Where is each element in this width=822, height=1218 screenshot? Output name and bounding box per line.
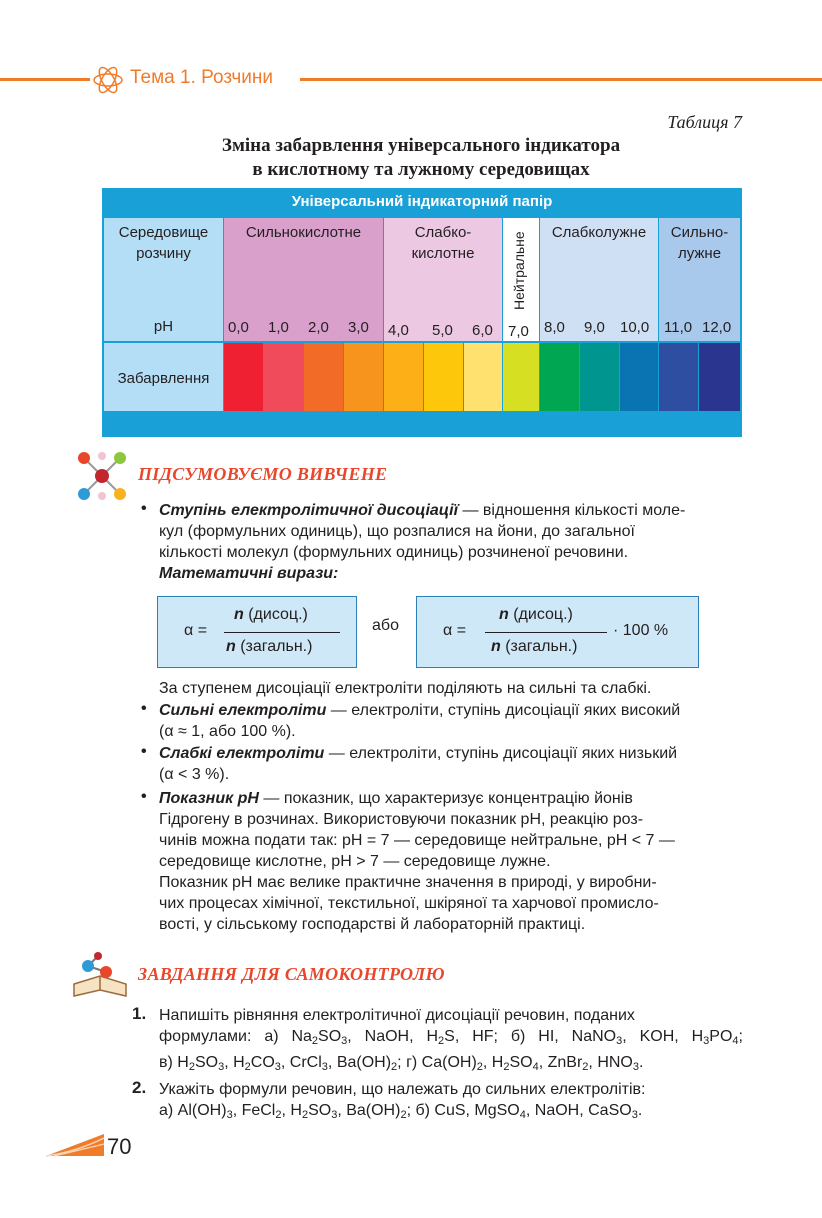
fraction-line (485, 632, 607, 633)
color-swatch (540, 343, 579, 411)
ph-value: 3,0 (348, 319, 369, 336)
chapter-title: Тема 1. Розчини (130, 67, 274, 88)
header-line-left (0, 78, 90, 81)
ph-value: 9,0 (584, 319, 605, 336)
alpha-symbol: α = (443, 622, 467, 639)
ph-line4: середовище кислотне, pH > 7 — середовище лужне. (159, 853, 551, 870)
table-head: Універсальний індикаторний папір (291, 193, 553, 210)
degree-line3: кількості молекул (формульних одиниць) розчиненої речовини. (159, 544, 629, 561)
ph-line2: Гідрогену в розчинах. Використовуючи показник pH, реакцію роз- (159, 811, 644, 828)
weak-alk-label: Слабколужне (551, 224, 647, 241)
task-1 (159, 1005, 743, 1078)
ph-value: 12,0 (702, 319, 732, 336)
color-swatch (264, 343, 303, 411)
weak-acid-line1: Слабко- (414, 224, 472, 241)
neutral-label: Нейтральне (511, 231, 527, 310)
task-2-line1: Укажіть формули речовин, що належать до сильних електролітів: (159, 1081, 646, 1098)
atom-icon (92, 64, 124, 96)
task-2 (159, 1079, 743, 1126)
ph-line7: вості, у сільському господарстві й лабораторній практиці. (159, 916, 586, 933)
degree-line1: — відношення кількості моле- (458, 502, 686, 519)
ph-line6: чих процесах хімічної, текстильної, шкіряної та харчової промисло- (159, 895, 659, 912)
page-corner-decoration (46, 1134, 106, 1158)
strong-alk-label (659, 222, 740, 264)
color-label: Забарвлення (117, 370, 210, 387)
formula-box-2 (416, 596, 699, 668)
task-2-line2: а) $Al(OH)_3$, FeCl$_2$, $H_2SO_3$, $Ba(OH)_2$; б) CuS, MgSO$_4$, NaOH, CaSO$_3$. (159, 1102, 643, 1121)
n-symbol: n (226, 638, 236, 655)
ph-value: 4,0 (388, 322, 409, 339)
denominator (491, 638, 577, 656)
ph-value: 11,0 (664, 319, 693, 336)
color-swatch (464, 343, 502, 411)
color-swatch (580, 343, 619, 411)
denominator-text: (загальн.) (235, 638, 313, 655)
ph-line3: чинів можна подати так: pH = 7 — середовище нейтральне, pH < 7 — (159, 832, 675, 849)
color-swatch (503, 343, 539, 411)
page-number: 70 (107, 1134, 132, 1159)
tasks-title: ЗАВДАННЯ ДЛЯ САМОКОНТРОЛЮ (138, 964, 445, 984)
numerator (499, 606, 573, 624)
bullet: • (141, 788, 147, 805)
task-1-line1: Напишіть рівняння електролітичної дисоціації речовин, поданих (159, 1007, 635, 1024)
bullet: • (141, 500, 147, 517)
alpha-symbol: α = (184, 622, 208, 639)
ph-value: 10,0 (620, 319, 650, 336)
table-title-line2: в кислотному та лужному середовищах (252, 159, 590, 180)
weak-acid-line2: кислотне (411, 245, 475, 262)
weak-term: Слабкі електроліти (159, 745, 325, 762)
formula-box-1 (157, 596, 357, 668)
ph-label: pH (153, 318, 174, 335)
bullet: • (141, 743, 147, 760)
ph-value: 7,0 (508, 323, 529, 340)
degree-paragraph (159, 500, 743, 584)
numerator-text: (дисоц.) (243, 606, 308, 623)
ph-value: 1,0 (268, 319, 289, 336)
fraction-line (224, 632, 340, 633)
color-swatch (384, 343, 423, 411)
color-swatch (424, 343, 463, 411)
strong-paragraph (159, 700, 743, 742)
weak-line2: (α < 3 %). (159, 766, 230, 783)
strong-term: Сильні електроліти (159, 702, 327, 719)
ph-line5: Показник pH має велике практичне значення в природі, у виробни- (159, 874, 657, 891)
or-text: або (372, 617, 399, 634)
table-title (100, 134, 742, 182)
denominator (226, 638, 312, 656)
multiplier-text: · 100 % (613, 622, 669, 639)
denominator-text: (загальн.) (500, 638, 578, 655)
molecule-icon (74, 448, 130, 504)
color-swatch (699, 343, 740, 411)
degree-line2: кул (формульних одиниць), що розпалися на йони, до загальної (159, 523, 635, 540)
numerator-text: (дисоц.) (508, 606, 573, 623)
table-title-line1: Зміна забарвлення універсального індикатора (221, 135, 621, 156)
ph-term: Показник pH (159, 790, 259, 807)
weak-acid-label (384, 222, 502, 264)
ph-line1: — показник, що характеризує концентрацію йонів (258, 790, 633, 807)
book-icon (70, 952, 130, 1002)
color-swatch (659, 343, 698, 411)
color-swatch (620, 343, 658, 411)
indicator-table (102, 188, 742, 437)
task-number: 1. (132, 1004, 147, 1023)
n-symbol: n (491, 638, 501, 655)
ph-paragraph (159, 788, 743, 935)
n-symbol: n (499, 606, 509, 623)
table-caption: Таблиця 7 (667, 112, 742, 132)
ph-value: 5,0 (432, 322, 453, 339)
medium-label-line2: розчину (136, 245, 191, 262)
task-number: 2. (132, 1078, 147, 1097)
strong-line2: (α ≈ 1, або 100 %). (159, 723, 296, 740)
bullet: • (141, 700, 147, 717)
ph-value: 6,0 (472, 322, 493, 339)
strong-alk-line1: Сильно- (670, 224, 729, 241)
ph-value: 0,0 (228, 319, 249, 336)
ph-value: 8,0 (544, 319, 565, 336)
strong-alk-line2: лужне (677, 245, 722, 262)
task-1-line3: в) $H_2SO_3$, $H_2CO_3$, CrCl$_3$, $Ba(OH)_2$; г) $Ca(OH)_2$, $H_2SO_4$, ZnBr$_2$, $HNO_3$. (159, 1054, 644, 1073)
classification-text: За ступенем дисоціації електроліти поділяють на сильні та слабкі. (159, 680, 652, 697)
header-line-right (300, 78, 822, 81)
color-swatch (344, 343, 383, 411)
medium-label-line1: Середовище (118, 224, 209, 241)
medium-label (104, 222, 223, 264)
ph-value: 2,0 (308, 319, 329, 336)
task-1-line2: формулами: а) $Na_2SO_3$, NaOH, $H_2S$, HF; б) HI, NaNO$_3$, KOH, $H_3PO_4$; (159, 1028, 743, 1047)
n-symbol: n (234, 606, 244, 623)
numerator (234, 606, 308, 624)
weak-paragraph (159, 743, 743, 785)
strong-acid-label: Сильнокислотне (245, 224, 362, 241)
summary-title: ПІДСУМОВУЄМО ВИВЧЕНЕ (138, 464, 388, 484)
math-label: Математичні вирази: (159, 565, 339, 582)
color-swatch (304, 343, 343, 411)
strong-line1: — електроліти, ступінь дисоціації яких високий (326, 702, 681, 719)
color-swatch (224, 343, 263, 411)
degree-term: Ступінь електролітичної дисоціації (159, 502, 459, 519)
weak-line1: — електроліти, ступінь дисоціації яких низький (324, 745, 678, 762)
